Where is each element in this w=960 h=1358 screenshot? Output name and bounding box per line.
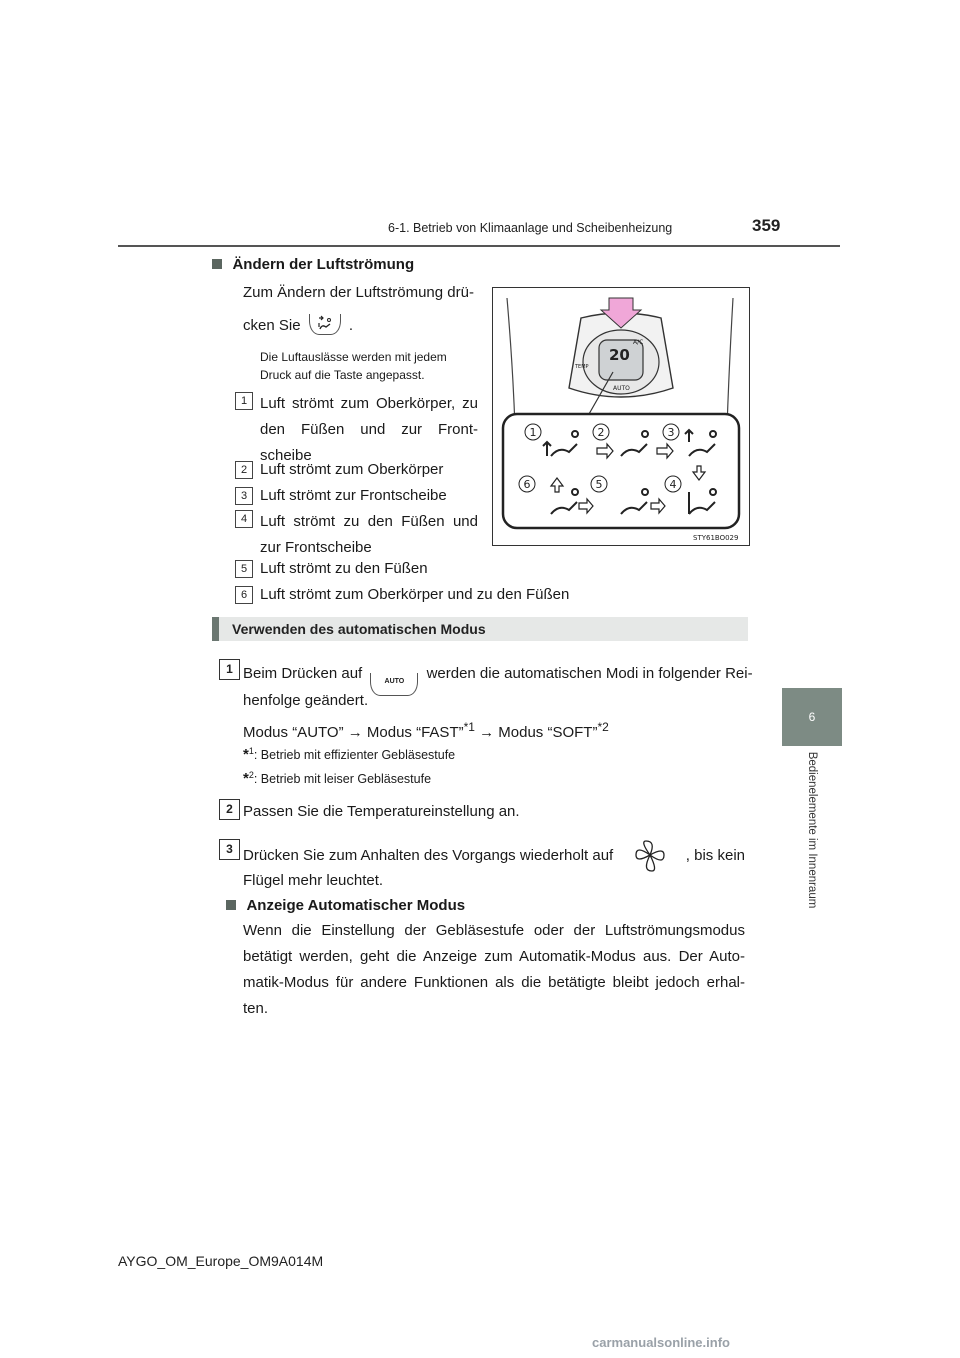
panel-temp-label: TEMP [575,364,589,370]
airflow-item-3: Luft strömt zur Frontscheibe [260,487,447,504]
step1-text-b: werden die automatischen Modi in folgender Rei- [426,665,753,682]
airflow-item-2: Luft strömt zum Oberkörper [260,461,444,478]
step1-text-a: Beim Drücken auf [243,665,363,682]
figure-callout: 6 [523,478,531,491]
step1-line2: henfolge geändert. [243,692,369,709]
climate-panel-illustration [493,288,749,545]
footnote-mark: * [243,746,249,764]
sequence-a: Modus “AUTO” → Modus “FAST” [243,724,464,741]
footnote-sup: 1 [248,746,254,756]
item-line: den Füßen und zur Front- [260,421,478,438]
airflow-item-6: Luft strömt zum Oberkörper und zu den Füßen [260,586,570,603]
item-number: 2 [235,461,253,479]
panel-auto-label: AUTO [613,385,630,392]
auto-mode-section-band [212,617,748,641]
item-number: 5 [235,560,253,578]
sequence-b: → Modus “SOFT” [474,724,598,741]
sequence-sup1: *1 [463,720,475,734]
airflow-mode-key-icon [309,314,341,335]
panel-ac-label: A/C [633,339,644,346]
item-line: Luft strömt zu den Füßen und [260,513,478,530]
figure-callout: 1 [529,426,537,439]
airflow-item-5: Luft strömt zu den Füßen [260,560,428,577]
step3-text-a: Drücken Sie zum Anhalten des Vorgangs wiederholt auf [243,847,614,864]
indicator-paragraph [243,918,745,1022]
airflow-note-line2: Druck auf die Taste angepasst. [260,368,425,382]
section-title: 6-1. Betrieb von Klimaanlage und Scheibenheizung [388,221,673,235]
step-number: 1 [219,659,240,680]
page-number: 359 [752,216,781,235]
watermark: carmanualsonline.info [592,1335,730,1350]
item-line: scheibe [260,447,312,464]
auto-key-icon: AUTO [370,673,418,696]
airflow-intro-text: cken Sie [243,317,301,334]
paragraph-line: matik-Modus für andere Funktionen als die betätigte bleibt jedoch erhal- [243,974,745,991]
step-number: 2 [219,799,240,820]
step3-line2: Flügel mehr leuchtet. [243,872,384,889]
footnote-1 [243,742,455,764]
item-number: 4 [235,510,253,528]
indicator-heading: Anzeige Automatischer Modus [246,897,466,914]
paragraph-line: ten. [243,1000,269,1017]
panel-temp-display: 20 [609,346,630,364]
auto-mode-band-title: Verwenden des automatischen Modus [232,621,486,637]
airflow-intro-line1: Zum Ändern der Luftströmung drü- [243,284,474,301]
footnote-text: : Betrieb mit leiser Gebläsestufe [253,772,432,787]
item-number: 1 [235,392,253,410]
document-id: AYGO_OM_Europe_OM9A014M [118,1253,324,1269]
item-line: Luft strömt zum Oberkörper, zu [260,395,478,412]
airflow-figure [492,287,750,546]
sequence-sup2: *2 [597,720,609,734]
paragraph-line: Wenn die Einstellung der Gebläsestufe oder der Luftströmungsmodus [243,922,745,939]
airflow-heading-row [212,256,414,274]
step3-text-b: , bis kein [685,847,745,864]
footnote-mark: * [243,770,249,788]
airflow-note-line1: Die Luftauslässe werden mit jedem [260,350,447,364]
step2-text: Passen Sie die Temperatureinstellung an. [243,803,520,820]
item-number: 3 [235,487,253,505]
step-number: 3 [219,839,240,860]
chapter-title: Bedienelemente im Innenraum [806,751,818,909]
airflow-item-4 [260,509,478,561]
figure-code: STY61BO029 [693,534,739,542]
fan-icon [630,839,670,873]
airflow-seat-icon [310,314,340,334]
figure-callout: 5 [595,478,603,491]
paragraph-line: betätigt werden, geht die Anzeige zum Automatik-Modus aus. Der Auto- [243,948,745,965]
airflow-intro-end: . [348,317,354,334]
figure-callout: 3 [667,426,675,439]
figure-callout: 2 [597,426,605,439]
header-divider [118,245,840,247]
item-line: zur Frontscheibe [260,539,372,556]
footnote-text: : Betrieb mit effizienter Gebläsestufe [253,748,456,763]
chapter-tab: 6 [782,688,842,746]
airflow-heading: Ändern der Luftströmung [232,256,415,273]
airflow-intro-line2 [243,313,353,339]
footnote-2 [243,766,431,788]
item-number: 6 [235,586,253,604]
square-bullet-icon [212,259,222,269]
footnote-sup: 2 [248,770,254,780]
indicator-heading-row [226,897,465,915]
square-bullet-icon [226,900,236,910]
figure-callout: 4 [669,478,677,491]
